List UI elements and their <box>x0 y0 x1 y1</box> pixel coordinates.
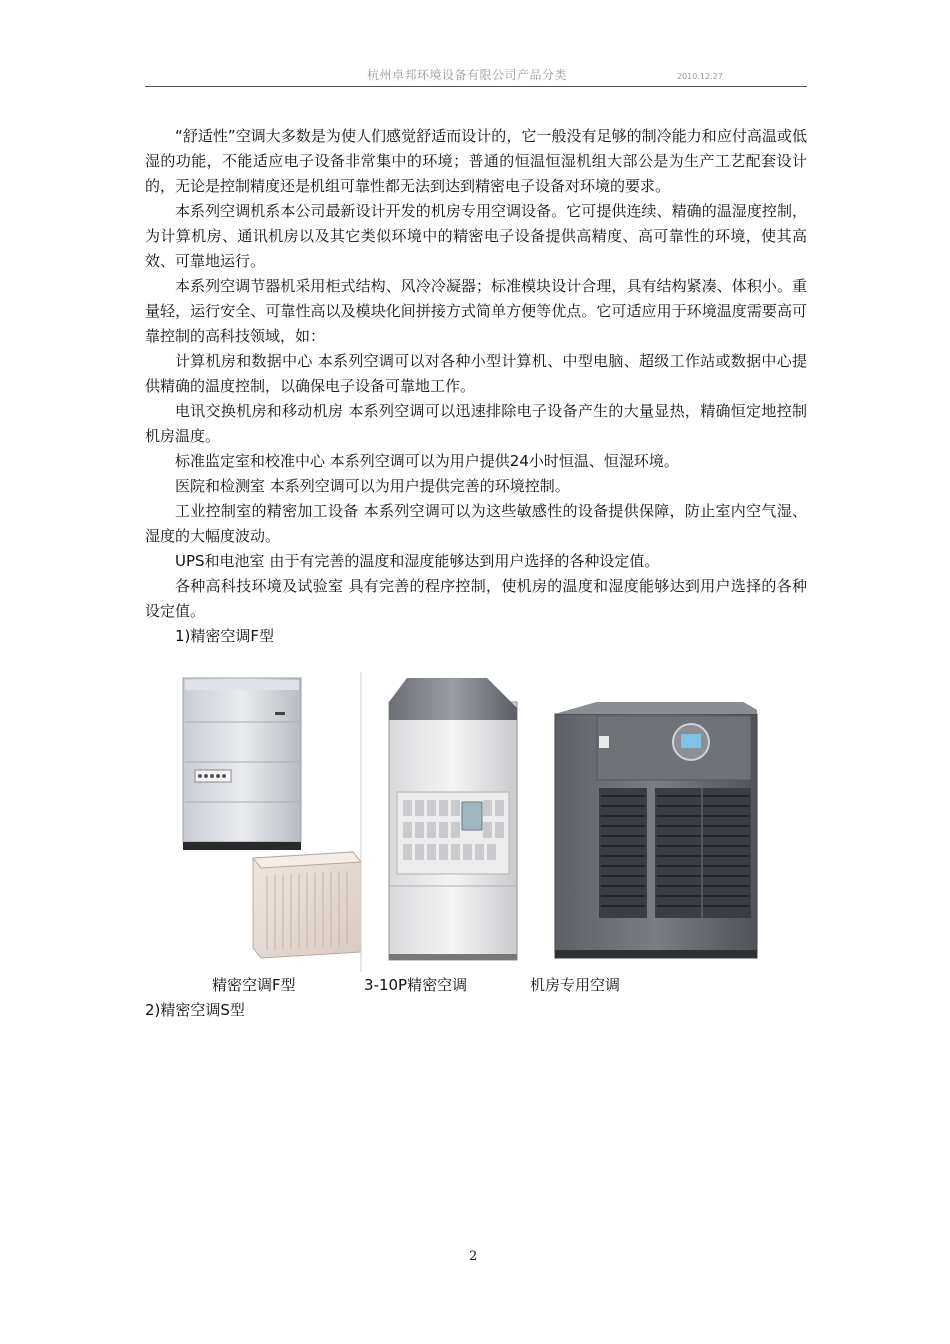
paragraph: 工业控制室的精密加工设备 本系列空调可以为这些敏感性的设备提供保障，防止室内空气湿、湿度的大幅度波动。 <box>145 502 807 545</box>
caption-3-10p: 3-10P精密空调 <box>364 976 468 994</box>
paragraph: “舒适性”空调大多数是为使人们感觉舒适而设计的，它一般没有足够的制冷能力和应付高温或低湿的功能，不能适应电子设备非常集中的环境；普通的恒温恒湿机组大部公是为生产工艺配套设计的，无论是控制精度还是机组可靠性都无法到达到精密电子设备对环境的要求。 <box>145 127 807 195</box>
f-type-unit-image <box>175 672 365 972</box>
paragraph: UPS和电池室 由于有完善的温度和湿度能够达到用户选择的各种设定值。 <box>175 552 660 570</box>
page-number: 2 <box>469 1249 478 1264</box>
section1-heading: 1)精密空调F型 <box>175 627 275 645</box>
body-text <box>145 124 807 649</box>
product-figures <box>145 672 807 972</box>
paragraph: 本系列空调机系本公司最新设计开发的机房专用空调设备。它可提供连续、精确的温湿度控制，为计算机房、通讯机房以及其它类似环境中的精密电子设备提供高精度、高可靠性的环境，使其高效、可靠地运行。 <box>145 202 807 270</box>
paragraph: 电讯交换机房和移动机房 本系列空调可以迅速排除电子设备产生的大量显热，精确恒定地控制机房温度。 <box>145 402 807 445</box>
header-title: 杭州卓邦环境设备有限公司产品分类 <box>367 68 568 82</box>
header-date: 2010.12.27 <box>677 72 723 81</box>
paragraph: 医院和检测室 本系列空调可以为用户提供完善的环境控制。 <box>175 477 570 495</box>
paragraph: 本系列空调节器机采用柜式结构、风冷冷凝器；标准模块设计合理，具有结构紧凑、体积小。重量轻，运行安全、可靠性高以及模块化间拼接方式简单方便等优点。它可适应用于环境温度需要高可靠控制的高科技领域，如： <box>145 277 807 345</box>
computer-room-unit-image <box>547 696 763 976</box>
paragraph: 计算机房和数据中心 本系列空调可以对各种小型计算机、中型电脑、超级工作站或数据中心提供精确的温度控制，以确保电子设备可靠地工作。 <box>145 352 807 395</box>
paragraph: 标准监定室和校准中心 本系列空调可以为用户提供24小时恒温、恒湿环境。 <box>175 452 679 470</box>
caption-computer-room: 机房专用空调 <box>530 976 621 994</box>
3-10p-unit-image <box>367 672 537 972</box>
page-header <box>145 64 807 86</box>
header-rule <box>145 86 807 87</box>
section2-heading: 2)精密空调S型 <box>145 1001 245 1019</box>
paragraph: 各种高科技环境及试验室 具有完善的程序控制，使机房的温度和湿度能够达到用户选择的各种设定值。 <box>145 577 807 620</box>
caption-f-type: 精密空调F型 <box>212 976 296 994</box>
